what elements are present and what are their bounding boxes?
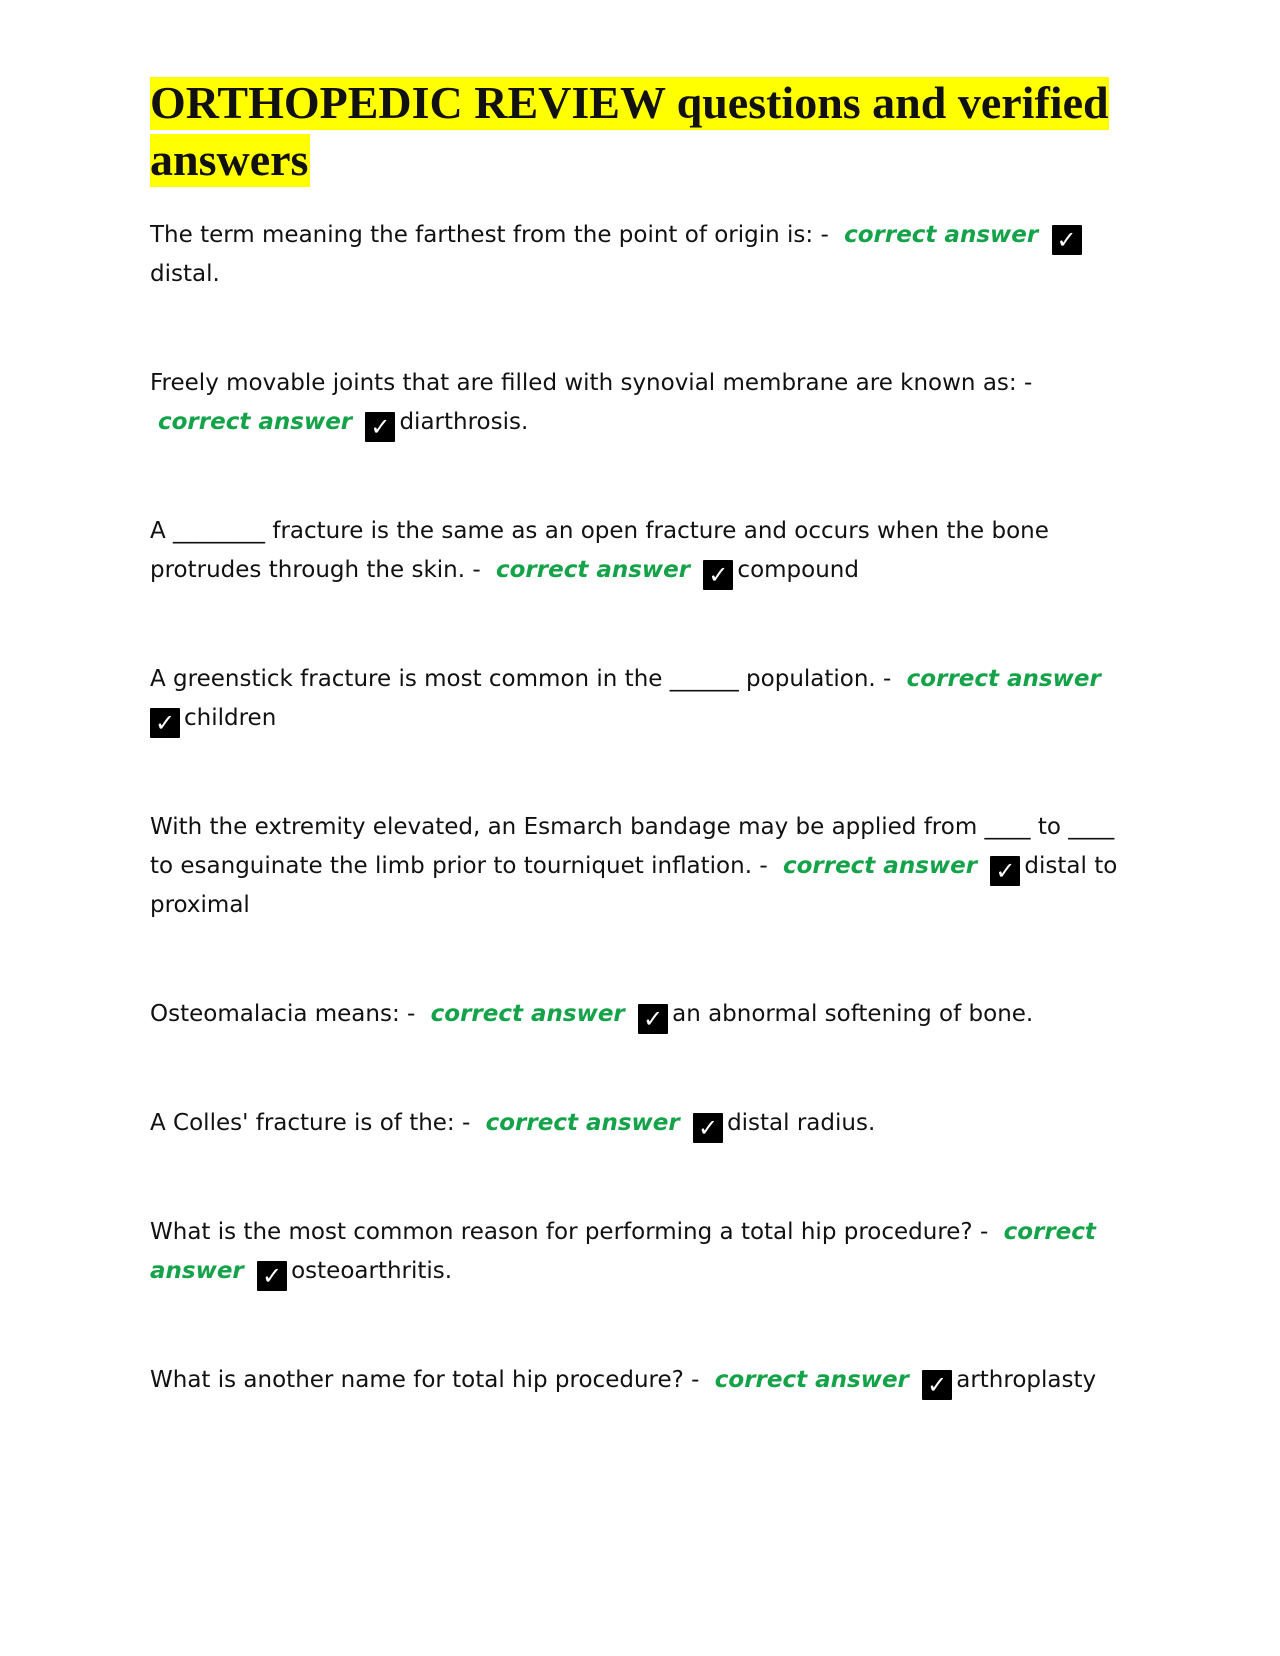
question-text: A greenstick fracture is most common in the ______ population. - bbox=[150, 666, 892, 692]
correct-answer-label: correct answer bbox=[430, 1001, 625, 1027]
question-text: A ________ fracture is the same as an open fracture and occurs when the bone protrudes through the skin. - bbox=[150, 518, 1049, 583]
answer-text: distal to proximal bbox=[150, 853, 1118, 918]
document-page bbox=[150, 74, 1130, 1400]
qa-item bbox=[150, 364, 1130, 442]
qa-item bbox=[150, 660, 1130, 738]
answer-text: distal radius. bbox=[727, 1110, 876, 1136]
correct-answer-label: correct answer bbox=[150, 1219, 1096, 1284]
correct-answer-label: correct answer bbox=[782, 853, 978, 879]
question-text: A Colles' fracture is of the: - bbox=[150, 1110, 471, 1136]
question-text: What is the most common reason for performing a total hip procedure? - bbox=[150, 1219, 989, 1245]
qa-item bbox=[150, 512, 1130, 590]
question-text: With the extremity elevated, an Esmarch bandage may be applied from ____ to ____ to esanguinate the limb prior to tourniquet inflation. - bbox=[150, 814, 1115, 879]
check-box-icon: ✓ bbox=[257, 1261, 287, 1291]
check-box-icon: ✓ bbox=[638, 1004, 668, 1034]
correct-answer-label: correct answer bbox=[906, 666, 1101, 692]
correct-answer-label: correct answer bbox=[485, 1110, 680, 1136]
qa-item bbox=[150, 1213, 1130, 1291]
check-box-icon: ✓ bbox=[990, 856, 1020, 886]
question-text: What is another name for total hip procedure? - bbox=[150, 1367, 700, 1393]
correct-answer-label: correct answer bbox=[158, 409, 353, 435]
answer-text: compound bbox=[737, 557, 859, 583]
qa-item bbox=[150, 216, 1130, 294]
answer-text: arthroplasty bbox=[956, 1367, 1097, 1393]
check-box-icon: ✓ bbox=[703, 560, 733, 590]
question-text: Freely movable joints that are filled with synovial membrane are known as: - bbox=[150, 370, 1033, 396]
check-box-icon: ✓ bbox=[365, 412, 395, 442]
qa-list bbox=[150, 216, 1130, 1400]
qa-item bbox=[150, 1104, 1130, 1143]
question-text: The term meaning the farthest from the point of origin is: - bbox=[150, 222, 829, 248]
qa-item bbox=[150, 1361, 1130, 1400]
answer-text: diarthrosis. bbox=[399, 409, 529, 435]
qa-item bbox=[150, 995, 1130, 1034]
check-box-icon: ✓ bbox=[922, 1370, 952, 1400]
correct-answer-label: correct answer bbox=[844, 222, 1039, 248]
check-box-icon: ✓ bbox=[1052, 225, 1082, 255]
qa-item bbox=[150, 808, 1130, 925]
check-box-icon: ✓ bbox=[150, 708, 180, 738]
correct-answer-label: correct answer bbox=[495, 557, 691, 583]
answer-text: children bbox=[184, 705, 277, 731]
answer-text: distal. bbox=[150, 261, 220, 287]
answer-text: an abnormal softening of bone. bbox=[672, 1001, 1034, 1027]
answer-text: osteoarthritis. bbox=[291, 1258, 453, 1284]
check-box-icon: ✓ bbox=[693, 1113, 723, 1143]
correct-answer-label: correct answer bbox=[714, 1367, 909, 1393]
title-highlight: ORTHOPEDIC REVIEW questions and verified answers bbox=[150, 77, 1109, 185]
document-title bbox=[150, 74, 1130, 188]
question-text: Osteomalacia means: - bbox=[150, 1001, 416, 1027]
